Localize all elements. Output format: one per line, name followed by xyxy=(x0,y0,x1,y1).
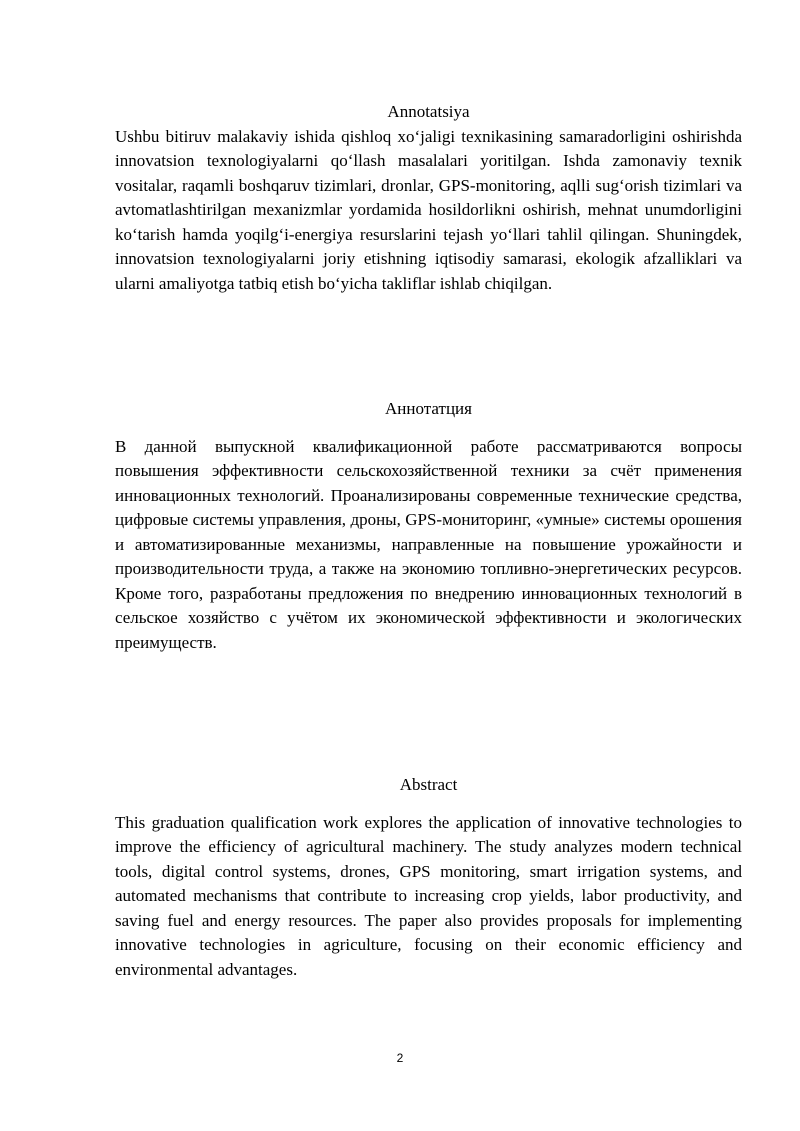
english-abstract-section xyxy=(115,773,742,982)
english-abstract-text: This graduation qualification work explores the application of innovative technologies to improve the efficiency of agricultural machinery. The study analyzes modern technical tools, digital control systems, drones, GPS monitoring, smart irrigation systems, and automated mechanisms that contribute to increasing crop yields, labor productivity, and saving fuel and energy resources. The paper also provides proposals for implementing innovative technologies in agriculture, focusing on their economic efficiency and environmental advantages. xyxy=(115,812,742,979)
uzbek-annotation-text: Ushbu bitiruv malakaviy ishida qishloq xo‘jaligi texnikasining samaradorligini oshirishda innovatsion texnologiyalarni qo‘llash masalalari yoritilgan. Ishda zamonaviy texnik vositalar, raqamli boshqaruv tizimlari, dronlar, GPS-monitoring, aqlli sug‘orish tizimlari va avtomatlashtirilgan mexanizmlar yordamida hosildorlikni oshirish, mehnat unumdorligini ko‘tarish hamda yoqilg‘i-energiya resurslarini tejash yo‘llari tahlil qilingan. Shuningdek, innovatsion texnologiyalarni joriy etishning iqtisodiy samarasi, ekologik afzalliklari va ularni amaliyotga tatbiq etish bo‘yicha takliflar ishlab chiqilgan. xyxy=(115,126,742,293)
page-number: 2 xyxy=(396,1051,404,1065)
uzbek-annotation-title: Annotatsiya xyxy=(387,102,470,121)
russian-annotation-section xyxy=(115,397,742,655)
russian-annotation-text: В данной выпускной квалификационной работе рассматриваются вопросы повышения эффективности сельскохозяйственной техники за счёт применения инновационных технологий. Проанализированы современные технические средства, цифровые системы управления, дроны, GPS-мониторинг, «умные» системы орошения и автоматизированные механизмы, направленные на повышение урожайности и производительности труда, а также на экономию топливно-энергетических ресурсов. Кроме того, разработаны предложения по внедрению инновационных технологий в сельское хозяйство с учётом их экономической эффективности и экологических преимуществ. xyxy=(115,436,742,652)
uzbek-annotation-section xyxy=(115,100,742,296)
english-abstract-title: Abstract xyxy=(399,775,458,794)
russian-annotation-title: Аннотатция xyxy=(385,399,472,418)
